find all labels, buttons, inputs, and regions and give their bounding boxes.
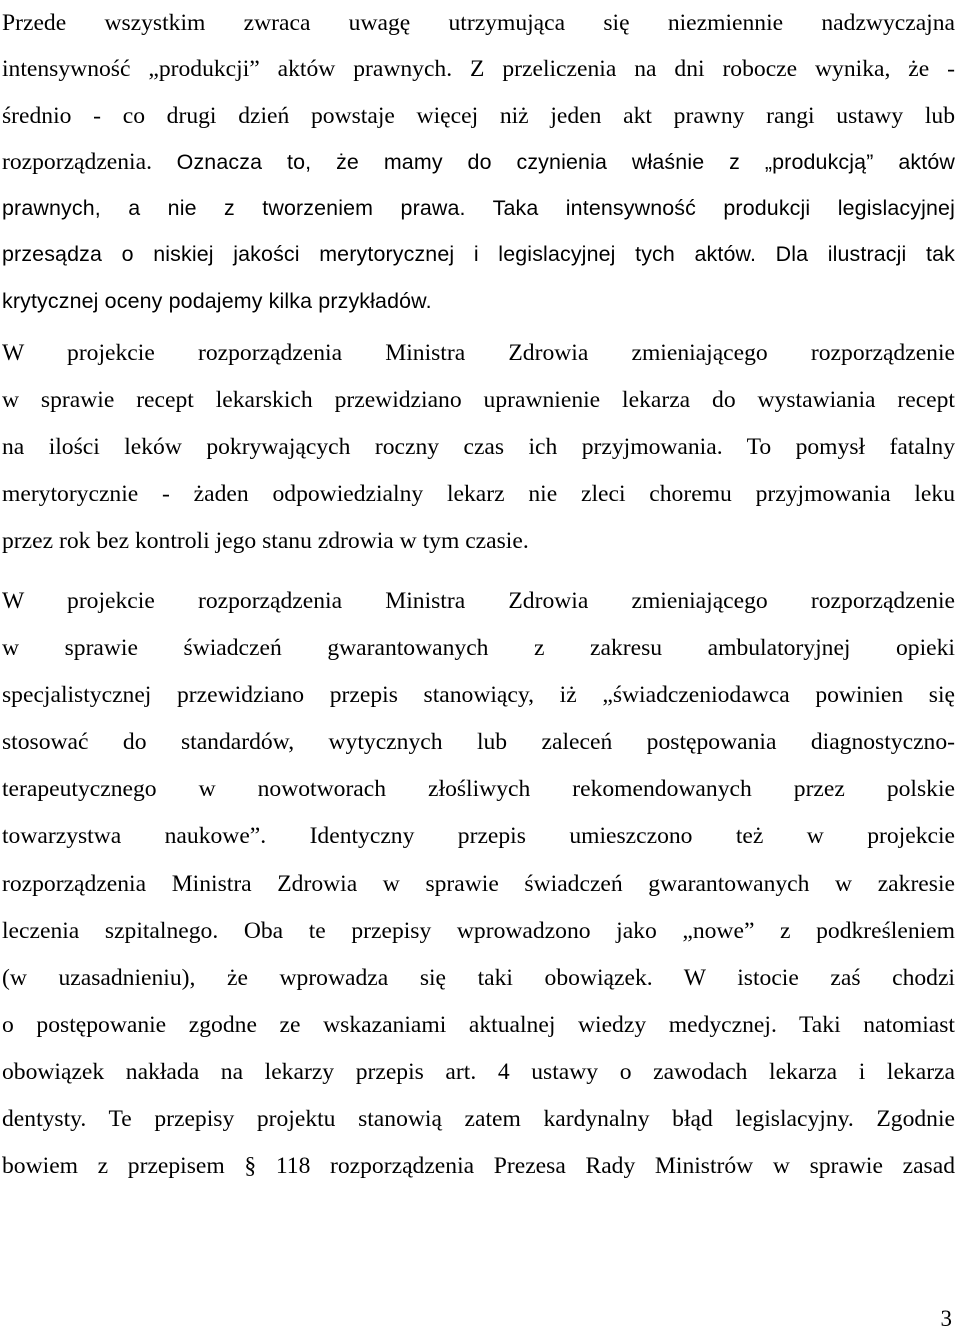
text-span: na ilości leków pokrywających roczny czas ich przyjmowania. To pomysł fatalny [2, 434, 955, 460]
text-line [2, 377, 955, 424]
text-span: w sprawie świadczeń gwarantowanych z zakresu ambulatoryjnej opieki [2, 635, 955, 662]
text-line [2, 1049, 955, 1096]
text-span: W projekcie rozporządzenia Ministra Zdrowia zmieniającego rozporządzenie [2, 340, 955, 366]
text-span: rozporządzenia. [2, 148, 177, 175]
text-line [2, 93, 955, 139]
paragraph-production-intensity [2, 0, 955, 324]
text-span: stosować do standardów, wytycznych lub zaleceń postępowania diagnostyczno- [2, 729, 955, 756]
text-line [2, 0, 955, 46]
text-span: o postępowanie zgodne ze wskazaniami aktualnej wiedzy medycznej. Taki natomiast [2, 1011, 955, 1038]
text-span: intensywność „produkcji” aktów prawnych. Z przeliczenia na dni robocze wynika, że - [2, 56, 955, 83]
text-span: leczenia szpitalnego. Oba te przepisy wprowadzono jako „nowe” z podkreśleniem [2, 917, 955, 944]
text-span: (w uzasadnieniu), że wprowadza się taki obowiązek. W istocie zaś chodzi [2, 964, 955, 991]
text-line [2, 424, 955, 471]
text-span: przez rok bez kontroli jego stanu zdrowia w tym czasie. [2, 528, 529, 554]
text-line [2, 471, 955, 518]
text-span: merytorycznie - żaden odpowiedzialny lekarz nie zleci choremu przyjmowania leku [2, 481, 955, 507]
text-span: W projekcie rozporządzenia Ministra Zdrowia zmieniającego rozporządzenie [2, 588, 955, 614]
text-line [2, 231, 955, 277]
text-span: dentysty. Te przepisy projektu stanowią zatem kardynalny błąd legislacyjny. Zgodnie [2, 1106, 955, 1133]
text-line [2, 278, 955, 324]
text-span: obowiązek nakłada na lekarzy przepis art. 4 ustawy o zawodach lekarza i lekarza [2, 1058, 955, 1085]
text-span: towarzystwa naukowe”. Identyczny przepis umieszczono też w projekcie [2, 823, 955, 850]
text-line [2, 185, 955, 231]
text-line [2, 1143, 955, 1190]
text-line [2, 672, 955, 719]
text-span-sans: prawnych, a nie z tworzeniem prawa. Taka intensywność produkcji legislacyjnej [2, 196, 955, 221]
text-line [2, 1096, 955, 1143]
text-line [2, 908, 955, 955]
text-span: w sprawie recept lekarskich przewidziano uprawnienie lekarza do wystawiania recept [2, 387, 955, 413]
text-span: rozporządzenia Ministra Zdrowia w sprawie świadczeń gwarantowanych w zakresie [2, 870, 955, 897]
text-line [2, 139, 955, 185]
text-line [2, 955, 955, 1002]
text-line [2, 813, 955, 860]
page-number: 3 [940, 1306, 952, 1331]
text-span-sans: krytycznej oceny podajemy kilka przykładów. [2, 288, 432, 313]
text-span: średnio - co drugi dzień powstaje więcej niż jeden akt prawny rangi ustawy lub [2, 102, 955, 129]
text-span: specjalistycznej przewidziano przepis stanowiący, iż „świadczeniodawca powinien się [2, 682, 955, 709]
text-line [2, 578, 955, 625]
text-line [2, 719, 955, 766]
text-span: Przede wszystkim zwraca uwagę utrzymująca się niezmiennie nadzwyczajna [2, 10, 955, 36]
paragraph-guaranteed-services [2, 578, 955, 1190]
text-span-sans: Oznacza to, że mamy do czynienia właśnie z „produkcją” aktów [176, 149, 955, 174]
text-line [2, 330, 955, 377]
text-line [2, 766, 955, 813]
text-span: bowiem z przepisem § 118 rozporządzenia Prezesa Rady Ministrów w sprawie zasad [2, 1153, 955, 1180]
paragraph-prescriptions [2, 330, 955, 565]
text-line [2, 625, 955, 672]
text-line [2, 1002, 955, 1049]
text-span-sans: przesądza o niskiej jakości merytorycznej i legislacyjnej tych aktów. Dla ilustracji tak [2, 242, 955, 267]
text-span: terapeutycznego w nowotworach złośliwych rekomendowanych przez polskie [2, 776, 955, 803]
text-line [2, 861, 955, 908]
text-line [2, 46, 955, 92]
text-line [2, 518, 955, 565]
